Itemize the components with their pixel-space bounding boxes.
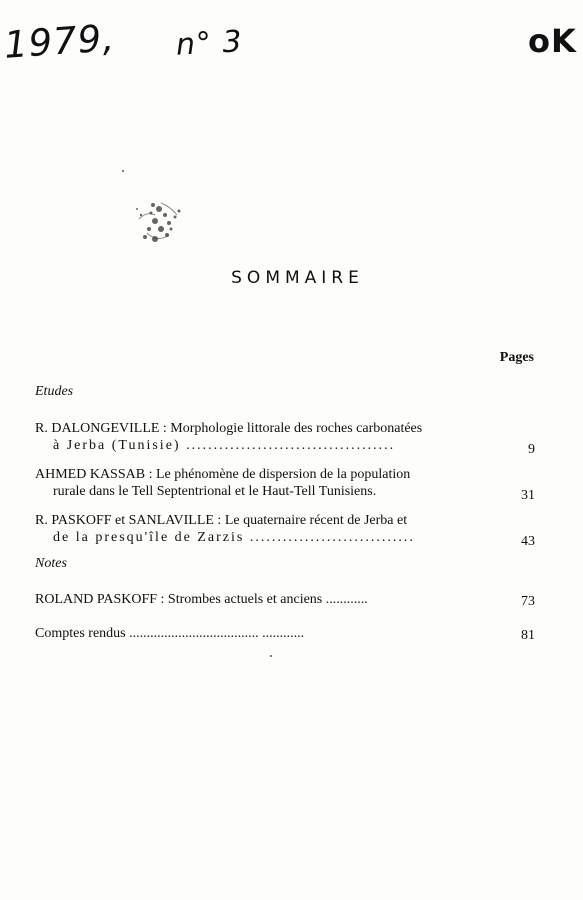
page-title: SOMMAIRE (231, 268, 364, 288)
scan-speck (122, 170, 124, 172)
toc-entry[interactable] (35, 466, 535, 503)
handwritten-issue-annotation: n° 3 (175, 24, 244, 63)
scan-speck (270, 655, 272, 657)
toc-entry-line1: Comptes rendus ..................................... ............ (35, 626, 305, 641)
toc-entry[interactable] (35, 591, 535, 608)
toc-entry-line2: à Jerba (Tunisie) ...................................... (53, 438, 396, 453)
toc-entry-page: 31 (521, 488, 535, 503)
toc-entry-page: 81 (521, 628, 535, 643)
toc-entry-line1: AHMED KASSAB : Le phénomène de dispersion de la population (35, 467, 411, 482)
toc-entry-line1: ROLAND PASKOFF : Strombes actuels et anciens ............ (35, 592, 368, 607)
handwritten-year-annotation: 1979, (2, 16, 117, 67)
toc-entry-page: 43 (521, 534, 535, 549)
toc-entry[interactable] (35, 512, 535, 549)
toc-entry-page: 9 (528, 442, 535, 457)
toc-entry[interactable] (35, 625, 535, 642)
section-label-etudes: Etudes (35, 384, 74, 399)
toc-entry-line1: R. PASKOFF et SANLAVILLE : Le quaternaire récent de Jerba et (35, 513, 408, 528)
toc-entry-line2: rurale dans le Tell Septentrional et le Haut-Tell Tunisiens. (53, 484, 377, 499)
pages-column-header: Pages (499, 350, 534, 365)
toc-entry[interactable] (35, 420, 535, 457)
toc-entry-line2: de la presqu'île de Zarzis .............................. (53, 530, 415, 545)
toc-entry-page: 73 (521, 594, 535, 609)
ink-stamp-smudge (125, 185, 195, 255)
handwritten-ok-annotation: oK (528, 22, 577, 60)
toc-entry-line1: R. DALONGEVILLE : Morphologie littorale des roches carbonatées (35, 421, 423, 436)
section-label-notes: Notes (35, 556, 67, 571)
